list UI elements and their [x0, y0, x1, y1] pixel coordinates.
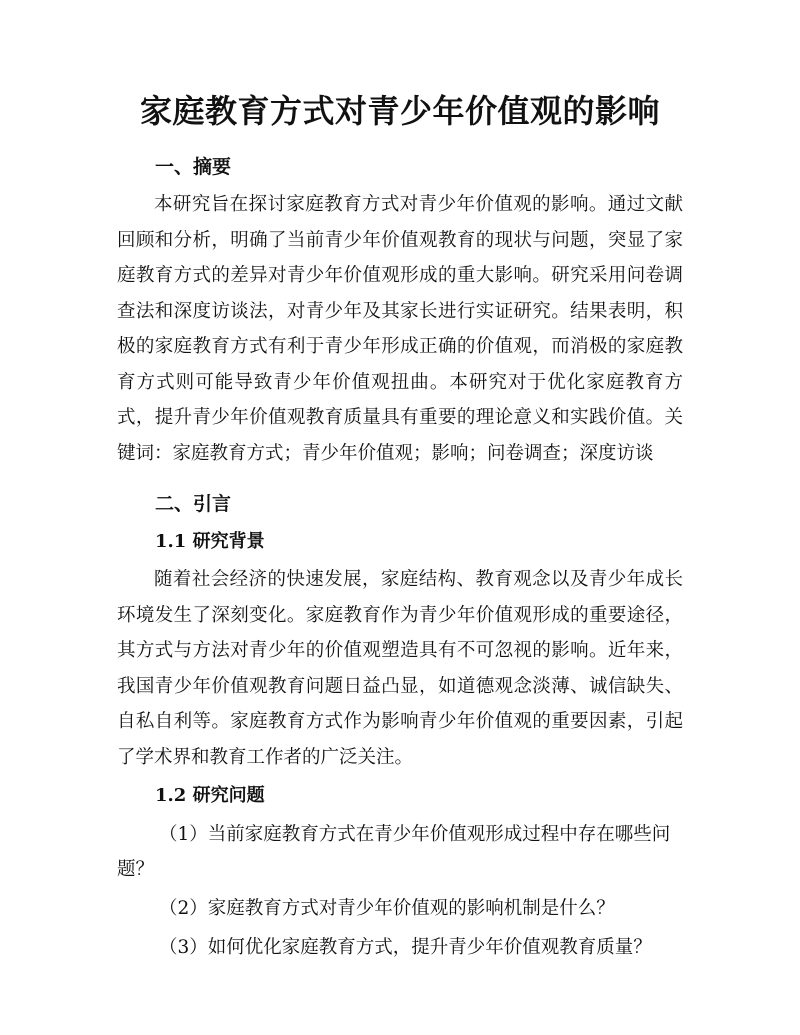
- subsection-heading-background: 1.1 研究背景: [155, 531, 265, 552]
- subsection-heading-questions: 1.2 研究问题: [155, 785, 265, 806]
- abstract-paragraph: 本研究旨在探讨家庭教育方式对青少年价值观的影响。通过文献回顾和分析，明确了当前青少年价值观教育的现状与问题，突显了家庭教育方式的差异对青少年价值观形成的重大影响。研究采用问卷调查法和深度访谈法，对青少年及其家长进行实证研究。结果表明，积极的家庭教育方式有利于青少年形成正确的价值观，而消极的家庭教育方式则可能导致青少年价值观扭曲。本研究对于优化家庭教育方式，提升青少年价值观教育质量具有重要的理论意义和实践价值。关键词：家庭教育方式；青少年价值观；影响；问卷调查；深度访谈: [117, 194, 683, 464]
- research-question-item: （2）家庭教育方式对青少年价值观的影响机制是什么？: [159, 898, 615, 919]
- section-heading-introduction: 二、引言: [155, 493, 232, 515]
- document-page: [117, 88, 683, 965]
- document-title: 家庭教育方式对青少年价值观的影响: [139, 92, 660, 130]
- research-questions-list: [117, 813, 683, 965]
- research-question-item: （1）当前家庭教育方式在青少年价值观形成过程中存在哪些问题？: [117, 824, 671, 880]
- research-question-item: （3）如何优化家庭教育方式，提升青少年价值观教育质量？: [159, 937, 652, 958]
- section-heading-abstract: 一、摘要: [155, 156, 232, 178]
- background-paragraph: 随着社会经济的快速发展，家庭结构、教育观念以及青少年成长环境发生了深刻变化。家庭教育作为青少年价值观形成的重要途径，其方式与方法对青少年的价值观塑造具有不可忽视的影响。近年来，我国青少年价值观教育问题日益凸显，如道德观念淡薄、诚信缺失、自私自利等。家庭教育方式作为影响青少年价值观的重要因素，引起了学术界和教育工作者的广泛关注。: [117, 569, 683, 768]
